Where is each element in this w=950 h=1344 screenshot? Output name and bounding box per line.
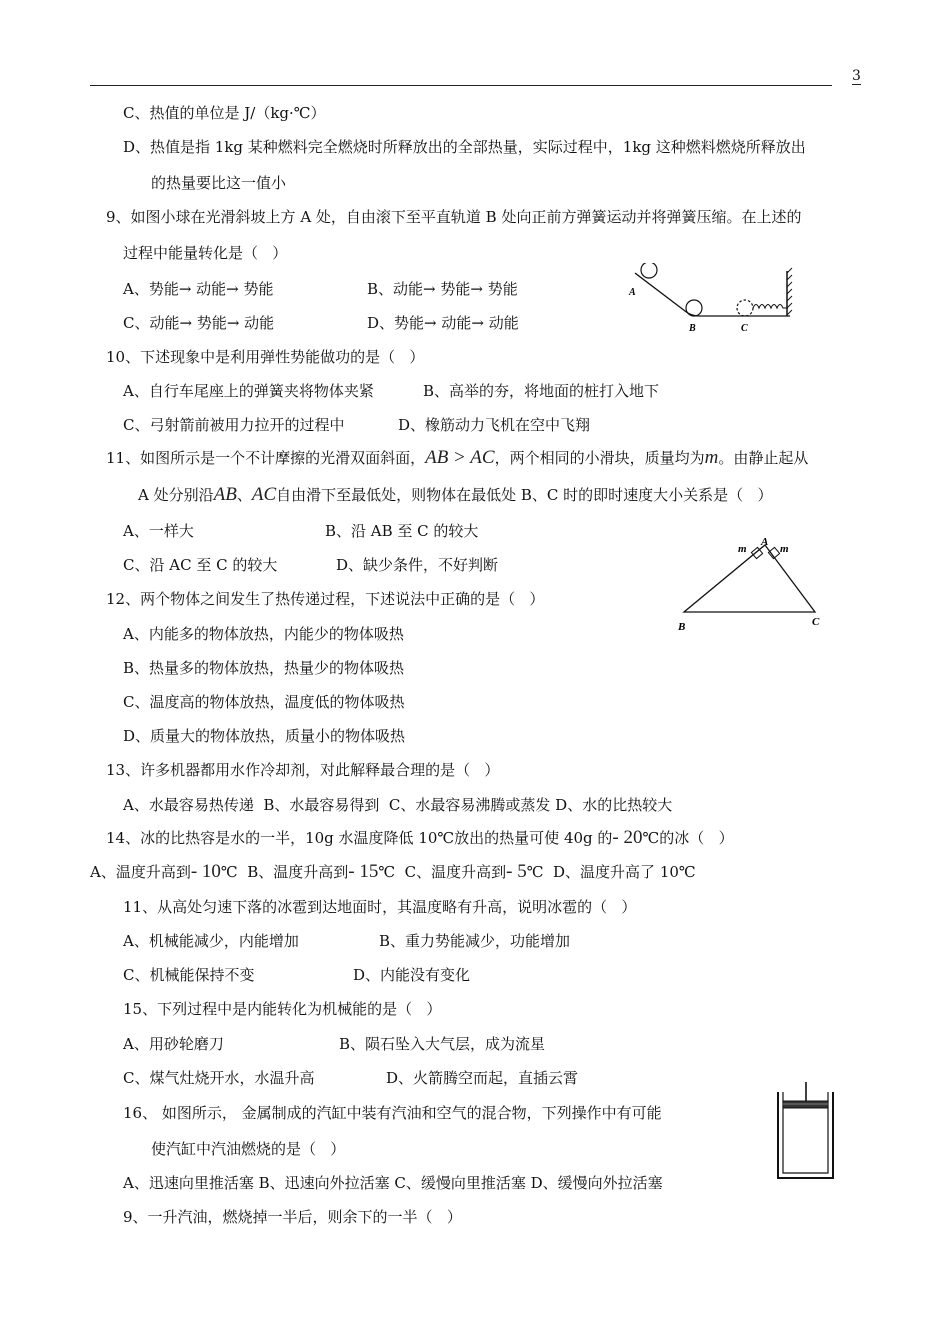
q11a-math-ac: AC bbox=[251, 484, 277, 505]
page-number: 3 bbox=[852, 68, 861, 84]
question-9b: 9、一升汽油，燃烧掉一半后，则余下的一半（ ） bbox=[123, 1208, 462, 1226]
triangle-incline-figure bbox=[672, 535, 832, 635]
q9-option-d: D、势能→ 动能→ 动能 bbox=[367, 314, 519, 332]
q10-option-b: B、高举的夯，将地面的桩打入地下 bbox=[423, 382, 660, 400]
q14-math-minus5: - 5 bbox=[506, 861, 527, 882]
question-13: 13、许多机器都用水作冷却剂，对此解释最合理的是（ ） bbox=[106, 761, 500, 779]
q12-option-b: B、热量多的物体放热，热量少的物体吸热 bbox=[123, 659, 405, 677]
q11a-math-m: m bbox=[704, 447, 719, 468]
q14-opt-text-2: ℃ B、温度升高到 bbox=[220, 863, 349, 881]
q11a-math-ab: AB bbox=[213, 484, 237, 505]
q10-option-a: A、自行车尾座上的弹簧夹将物体夹紧 bbox=[123, 382, 374, 400]
question-16-options: A、迅速向里推活塞 B、迅速向外拉活塞 C、缓慢向里推活塞 D、缓慢向外拉活塞 bbox=[123, 1174, 663, 1192]
q10-option-c: C、弓射箭前被用力拉开的过程中 bbox=[123, 416, 345, 434]
question-9-cont: 过程中能量转化是（ ） bbox=[123, 244, 288, 262]
triangle-label-b: B bbox=[678, 621, 686, 633]
triangle-label-m-left: m bbox=[738, 543, 747, 555]
q11b-option-b: B、重力势能减少，功能增加 bbox=[379, 932, 571, 950]
slope-label-a: A bbox=[629, 287, 636, 298]
q9-option-b: B、动能→ 势能→ 势能 bbox=[367, 280, 518, 298]
q14-options bbox=[90, 862, 696, 882]
question-11b: 11、从高处匀速下落的冰雹到达地面时，其温度略有升高，说明冰雹的（ ） bbox=[123, 898, 637, 916]
q14-opt-text-1: A、温度升高到 bbox=[90, 863, 191, 881]
q15-option-c: C、煤气灶烧开水，水温升高 bbox=[123, 1069, 315, 1087]
question-11a-cont bbox=[138, 485, 772, 505]
header-rule bbox=[90, 85, 832, 86]
slope-spring-figure bbox=[625, 263, 800, 338]
q13-options: A、水最容易热传递 B、水最容易得到 C、水最容易沸腾或蒸发 D、水的比热较大 bbox=[123, 796, 673, 814]
q14-math-minus15: - 15 bbox=[348, 861, 379, 882]
option-c-line: C、热值的单位是 J/（kg·℃） bbox=[123, 104, 326, 122]
question-16-cont: 使汽缸中汽油燃烧的是（ ） bbox=[151, 1140, 346, 1158]
q15-option-b: B、陨石坠入大气层，成为流星 bbox=[339, 1035, 546, 1053]
question-11a bbox=[106, 448, 808, 468]
q11a-option-c: C、沿 AC 至 C 的较大 bbox=[123, 556, 278, 574]
q14-text-1: 14、冰的比热容是水的一半，10g 水温度降低 10℃放出的热量可使 40g 的 bbox=[106, 829, 613, 847]
q11a-text-3: 。由静止起从 bbox=[718, 449, 809, 467]
q14-opt-text-3: ℃ C、温度升高到 bbox=[378, 863, 507, 881]
q14-text-2: ℃的冰（ ） bbox=[642, 829, 734, 847]
question-14 bbox=[106, 828, 734, 848]
q12-option-c: C、温度高的物体放热，温度低的物体吸热 bbox=[123, 693, 405, 711]
triangle-label-m-right: m bbox=[780, 543, 789, 555]
q12-option-a: A、内能多的物体放热，内能少的物体吸热 bbox=[123, 625, 404, 643]
q10-option-d: D、橡筋动力飞机在空中飞翔 bbox=[398, 416, 591, 434]
q11b-option-a: A、机械能减少，内能增加 bbox=[123, 932, 299, 950]
q11b-option-c: C、机械能保持不变 bbox=[123, 966, 255, 984]
q11a-math-ab-gt-ac: AB > AC bbox=[425, 447, 495, 468]
q11a-option-d: D、缺少条件，不好判断 bbox=[336, 556, 499, 574]
slope-label-c: C bbox=[741, 323, 748, 334]
q11a-text-2: ，两个相同的小滑块，质量均为 bbox=[494, 449, 705, 467]
triangle-label-a: A bbox=[761, 536, 769, 548]
cylinder-piston-figure bbox=[770, 1080, 835, 1185]
q11a-cont-text-3: 自由滑下至最低处，则物体在最低处 B、C 时的即时速度大小关系是（ ） bbox=[276, 486, 773, 504]
triangle-label-c: C bbox=[812, 616, 820, 628]
option-d-cont: 的热量要比这一值小 bbox=[151, 174, 287, 192]
question-9: 9、如图小球在光滑斜坡上方 A 处，自由滚下至平直轨道 B 处向正前方弹簧运动并将弹簧压缩。在上述的 bbox=[106, 208, 802, 226]
q15-option-a: A、用砂轮磨刀 bbox=[123, 1035, 224, 1053]
q15-option-d: D、火箭腾空而起，直插云霄 bbox=[386, 1069, 579, 1087]
q11a-cont-text-1: A 处分别沿 bbox=[138, 486, 214, 504]
q14-math-minus20: - 20 bbox=[612, 827, 643, 848]
q11b-option-d: D、内能没有变化 bbox=[353, 966, 471, 984]
q11a-option-b: B、沿 AB 至 C 的较大 bbox=[325, 522, 479, 540]
q11a-cont-text-2: 、 bbox=[236, 486, 252, 504]
question-12: 12、两个物体之间发生了热传递过程，下述说法中正确的是（ ） bbox=[106, 590, 545, 608]
q9-option-c: C、动能→ 势能→ 动能 bbox=[123, 314, 275, 332]
question-10: 10、下述现象中是利用弹性势能做功的是（ ） bbox=[106, 348, 425, 366]
q12-option-d: D、质量大的物体放热，质量小的物体吸热 bbox=[123, 727, 406, 745]
slope-label-b: B bbox=[689, 323, 696, 334]
q9-option-a: A、势能→ 动能→ 势能 bbox=[123, 280, 274, 298]
q11a-text-1: 11、如图所示是一个不计摩擦的光滑双面斜面， bbox=[106, 449, 426, 467]
q11a-option-a: A、一样大 bbox=[123, 522, 194, 540]
q14-opt-text-4: ℃ D、温度升高了 10℃ bbox=[526, 863, 696, 881]
q14-math-minus10: - 10 bbox=[190, 861, 221, 882]
question-16: 16、 如图所示， 金属制成的汽缸中装有汽油和空气的混合物，下列操作中有可能 bbox=[123, 1104, 662, 1122]
option-d-line: D、热值是指 1kg 某种燃料完全燃烧时所释放出的全部热量，实际过程中，1kg 这种燃料燃烧所释放出 bbox=[123, 138, 806, 156]
question-15: 15、下列过程中是内能转化为机械能的是（ ） bbox=[123, 1000, 442, 1018]
